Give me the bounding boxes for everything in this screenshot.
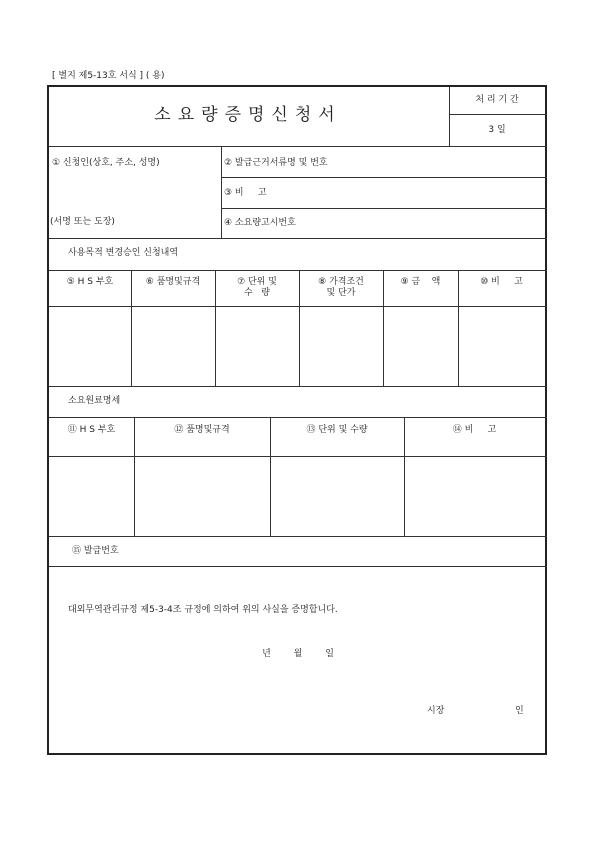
sign-label: (서명 또는 도장): [50, 217, 115, 227]
header-note: [ 별지 제5-13호 서식 ] ( 용): [52, 71, 165, 81]
date-line: 년 월 일: [262, 649, 334, 659]
section1-header-amount: ⑨ 금 액: [400, 277, 441, 287]
section1-header-price: ⑧ 가격조건 및 단가: [318, 277, 364, 298]
section1-header-item: ⑥ 품명및규격: [145, 277, 201, 287]
section1-header-remark: ⑩ 비 고: [480, 277, 523, 287]
processing-label: 처 리 기 간: [475, 95, 519, 105]
section2-header-unit: ⑬ 단위 및 수량: [306, 425, 368, 435]
seal-mark: 인: [515, 706, 524, 716]
section2-title: 소요원료명세: [68, 396, 121, 406]
applicant-label: ① 신청인(상호, 주소, 성명): [52, 158, 160, 168]
signer-title: 시장: [427, 706, 445, 716]
section1-title: 사용목적 변경승인 신청내역: [68, 248, 179, 258]
page-title: 소요량증명신청서: [154, 105, 342, 125]
issue-number-label: ⑮ 발급번호: [72, 546, 119, 556]
section2-header-item: ⑫ 품명및규격: [174, 425, 230, 435]
section1-header-unit: ⑦ 단위 및 수 량: [237, 277, 277, 298]
processing-value: 3 일: [488, 125, 506, 135]
section2-header-remark: ⑭ 비 고: [452, 425, 497, 435]
section2-header-hs: ⑪ H S 부호: [67, 425, 116, 435]
notice-no-label: ④ 소요량고시번호: [224, 218, 296, 228]
doc-name-label: ② 발급근거서류명 및 번호: [224, 158, 328, 168]
remark-label: ③ 비 고: [224, 188, 267, 198]
section1-header-hs: ⑤ H S 부호: [66, 277, 114, 287]
certification-text: 대외무역관리규정 제5-3-4조 규정에 의하여 위의 사실을 증명합니다.: [68, 605, 338, 615]
